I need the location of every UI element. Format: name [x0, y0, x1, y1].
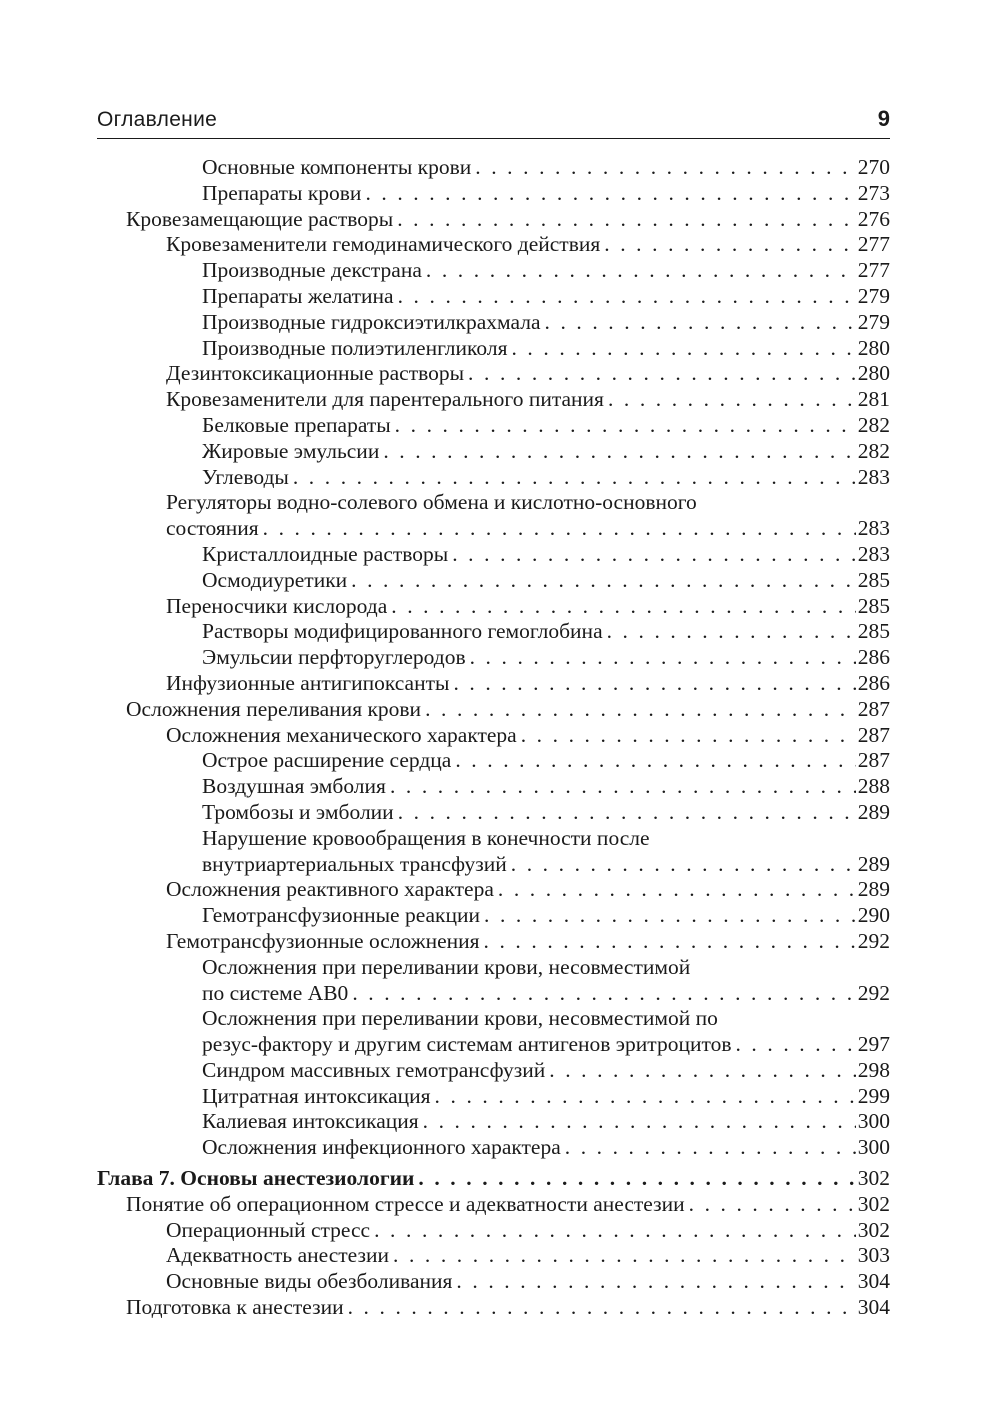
toc-entry: [97, 748, 890, 774]
toc-entry-page: 283: [857, 541, 890, 566]
toc-entry-text: Препараты желатина: [202, 283, 394, 308]
toc-entry: [97, 697, 890, 723]
dot-leader: [484, 929, 856, 955]
toc-entry-text: Белковые препараты: [202, 412, 391, 437]
toc-entry-page: 287: [857, 722, 890, 747]
toc-entry: [97, 1192, 890, 1218]
toc-entry-page: 288: [857, 774, 890, 799]
toc-entry-text: Понятие об операционном стрессе и адекватности анестезии: [126, 1191, 685, 1216]
toc-entry-text: Производные полиэтиленгликоля: [202, 335, 508, 360]
toc-entry-page: 280: [857, 361, 890, 386]
toc-entry-page: 286: [857, 670, 890, 695]
dot-leader: [608, 387, 856, 413]
dot-leader: [351, 568, 856, 594]
toc-entry: [97, 723, 890, 749]
toc-entry: [97, 232, 890, 258]
dot-leader: [398, 284, 856, 310]
toc-entry-text: Растворы модифицированного гемоглобина: [202, 619, 603, 644]
toc-entry-text: внутриартериальных трансфузий: [202, 851, 507, 876]
dot-leader: [348, 1295, 856, 1321]
toc-entry: [97, 800, 890, 826]
toc-entry: [97, 465, 890, 491]
toc-entry-page: 286: [857, 645, 890, 670]
toc-entry-text: Операционный стресс: [166, 1217, 371, 1242]
toc-entry-page: 302: [857, 1217, 890, 1242]
toc-entry: [97, 1295, 890, 1321]
dot-leader: [604, 232, 855, 258]
toc-entry-page: 285: [857, 567, 890, 592]
toc-entry-text: Кристаллоидные растворы: [202, 541, 449, 566]
toc-entry-text: Подготовка к анестезии: [126, 1295, 344, 1320]
toc-entry: [97, 671, 890, 697]
toc-entry-text: Синдром массивных гемотрансфузий: [202, 1057, 546, 1082]
toc-entry-text: Инфузионные антигипоксанты: [166, 670, 450, 695]
toc-entry-page: 287: [857, 748, 890, 773]
toc-entry: [97, 1006, 890, 1058]
dot-leader: [293, 465, 856, 491]
toc-entry-text: Гемотрансфузионные реакции: [202, 903, 480, 928]
toc-entry: [97, 155, 890, 181]
dot-leader: [426, 258, 856, 284]
toc-entry: [97, 568, 890, 594]
toc-entry-page: 282: [857, 438, 890, 463]
dot-leader: [365, 181, 855, 207]
toc-entry: [97, 542, 890, 568]
toc-entry: [97, 490, 890, 542]
toc-entry-page: 304: [857, 1295, 890, 1320]
toc-entry-text: Острое расширение сердца: [202, 748, 452, 773]
toc-entry-text: Калиевая интоксикация: [202, 1109, 419, 1134]
toc-entry: [97, 619, 890, 645]
toc-entry-page: 283: [857, 516, 890, 541]
toc-entry-page: 297: [857, 1032, 890, 1057]
toc-entry-page: 280: [857, 335, 890, 360]
dot-leader: [511, 852, 856, 878]
dot-leader: [545, 310, 856, 336]
toc-entry: [97, 1135, 890, 1161]
toc-entry-page: 279: [857, 283, 890, 308]
dot-leader: [452, 542, 856, 568]
toc-entry-text: Дезинтоксикационные растворы: [166, 361, 465, 386]
dot-leader: [453, 671, 855, 697]
toc-entry-text: Кровезаменители гемодинамического действия: [166, 232, 601, 257]
toc-entry-text: состояния: [166, 516, 259, 541]
toc-entry-page: 302: [857, 1191, 890, 1216]
toc-entry-text: Кровезамещающие растворы: [126, 206, 394, 231]
toc-entry-text: Цитратная интоксикация: [202, 1083, 431, 1108]
dot-leader: [521, 723, 856, 749]
running-header-title: Оглавление: [97, 108, 218, 131]
dot-leader: [456, 1269, 855, 1295]
dot-leader: [393, 1243, 856, 1269]
toc-entry-text-line1: Нарушение кровообращения в конечности после: [202, 825, 650, 850]
toc-entry-page: 279: [857, 309, 890, 334]
page-number: 9: [877, 106, 890, 131]
toc-entry-text: Основные компоненты крови: [202, 155, 472, 179]
toc-entry-page: 276: [857, 206, 890, 231]
toc-entry: [97, 1058, 890, 1084]
toc-entry-page: 282: [857, 412, 890, 437]
toc-entry-text: Осложнения инфекционного характера: [202, 1135, 561, 1160]
toc-entry-page: 290: [857, 903, 890, 928]
toc-entry: [97, 1243, 890, 1269]
toc-entry-page: 283: [857, 464, 890, 489]
toc-entry-page: 277: [857, 258, 890, 283]
toc-entry: [97, 439, 890, 465]
toc-entry-text: Осложнения реактивного характера: [166, 877, 494, 902]
toc-entry-text: Воздушная эмболия: [202, 774, 386, 799]
toc-entry-page: 287: [857, 696, 890, 721]
toc-entry: [97, 826, 890, 878]
dot-leader: [263, 516, 856, 542]
toc-entry-text: Гемотрансфузионные осложнения: [166, 928, 480, 953]
toc-entry-text-line1: Регуляторы водно-солевого обмена и кислотно-основного: [166, 490, 697, 515]
toc-entry-page: 300: [857, 1135, 890, 1160]
toc-entry: [97, 877, 890, 903]
dot-leader: [423, 1109, 856, 1135]
toc-entry-text: Производные декстрана: [202, 258, 422, 283]
table-of-contents: [97, 155, 890, 1321]
toc-entry-text: резус-фактору и другим системам антигенов эритроцитов: [202, 1032, 732, 1057]
dot-leader: [395, 413, 856, 439]
dot-leader: [689, 1192, 856, 1218]
toc-entry-text: Осложнения переливания крови: [126, 696, 422, 721]
toc-entry-page: 300: [857, 1109, 890, 1134]
toc-entry: [97, 955, 890, 1007]
toc-entry: [97, 336, 890, 362]
toc-entry-page: 292: [857, 928, 890, 953]
toc-entry: [97, 645, 890, 671]
dot-leader: [391, 594, 856, 620]
toc-entry: [97, 361, 890, 387]
dot-leader: [398, 800, 856, 826]
dot-leader: [435, 1084, 856, 1110]
toc-entry-text: Кровезаменители для парентерального питания: [166, 387, 604, 412]
toc-entry: [97, 1109, 890, 1135]
dot-leader: [455, 748, 855, 774]
toc-entry-page: 285: [857, 593, 890, 618]
toc-entry-page: 304: [857, 1269, 890, 1294]
dot-leader: [468, 361, 856, 387]
dot-leader: [498, 877, 856, 903]
toc-entry-text-line1: Осложнения при переливании крови, несовместимой по: [202, 1006, 718, 1031]
toc-chapter: [97, 1166, 890, 1192]
dot-leader: [425, 697, 856, 723]
toc-entry-text: Углеводы: [202, 464, 289, 489]
dot-leader: [549, 1058, 856, 1084]
toc-entry-text: по системе АВ0: [202, 980, 349, 1005]
toc-entry-text: Осложнения механического характера: [166, 722, 517, 747]
dot-leader: [418, 1166, 855, 1192]
toc-entry-text-line1: Осложнения при переливании крови, несовместимой: [202, 954, 691, 979]
toc-entry: [97, 181, 890, 207]
toc-entry-page: 277: [857, 232, 890, 257]
dot-leader: [397, 207, 856, 233]
toc-entry: [97, 1269, 890, 1295]
dot-leader: [607, 619, 856, 645]
toc-entry: [97, 387, 890, 413]
toc-entry-page: 270: [857, 155, 890, 179]
dot-leader: [470, 645, 856, 671]
toc-entry-text: Препараты крови: [202, 180, 362, 205]
page-header: [97, 106, 890, 139]
toc-entry: [97, 310, 890, 336]
dot-leader: [735, 1032, 855, 1058]
toc-entry-page: 281: [857, 387, 890, 412]
toc-entry-page: 289: [857, 851, 890, 876]
toc-entry: [97, 284, 890, 310]
toc-entry-page: 302: [857, 1166, 890, 1191]
toc-entry-page: 298: [857, 1057, 890, 1082]
toc-entry-page: 289: [857, 799, 890, 824]
toc-entry-text: Жировые эмульсии: [202, 438, 380, 463]
dot-leader: [383, 439, 855, 465]
dot-leader: [484, 903, 856, 929]
toc-entry-page: 289: [857, 877, 890, 902]
toc-entry: [97, 413, 890, 439]
dot-leader: [511, 336, 855, 362]
toc-entry: [97, 903, 890, 929]
toc-entry-text: Тромбозы и эмболии: [202, 799, 394, 824]
toc-entry-text: Основные виды обезболивания: [166, 1269, 453, 1294]
toc-entry: [97, 1218, 890, 1244]
dot-leader: [475, 155, 855, 181]
toc-entry: [97, 774, 890, 800]
toc-entry-text: Глава 7. Основы анестезиологии: [97, 1166, 415, 1191]
dot-leader: [565, 1135, 856, 1161]
toc-entry-text: Адекватность анестезии: [166, 1243, 389, 1268]
toc-entry-text: Осмодиуретики: [202, 567, 348, 592]
toc-entry-text: Производные гидроксиэтилкрахмала: [202, 309, 541, 334]
dot-leader: [352, 981, 855, 1007]
toc-entry: [97, 207, 890, 233]
dot-leader: [374, 1218, 856, 1244]
toc-entry-page: 285: [857, 619, 890, 644]
toc-entry: [97, 258, 890, 284]
toc-entry-page: 303: [857, 1243, 890, 1268]
toc-entry: [97, 1084, 890, 1110]
toc-entry-page: 292: [857, 980, 890, 1005]
toc-entry-page: 299: [857, 1083, 890, 1108]
toc-entry-text: Переносчики кислорода: [166, 593, 388, 618]
toc-entry-page: 273: [857, 180, 890, 205]
dot-leader: [390, 774, 856, 800]
toc-entry: [97, 929, 890, 955]
toc-entry: [97, 594, 890, 620]
toc-entry-text: Эмульсии перфторуглеродов: [202, 645, 466, 670]
